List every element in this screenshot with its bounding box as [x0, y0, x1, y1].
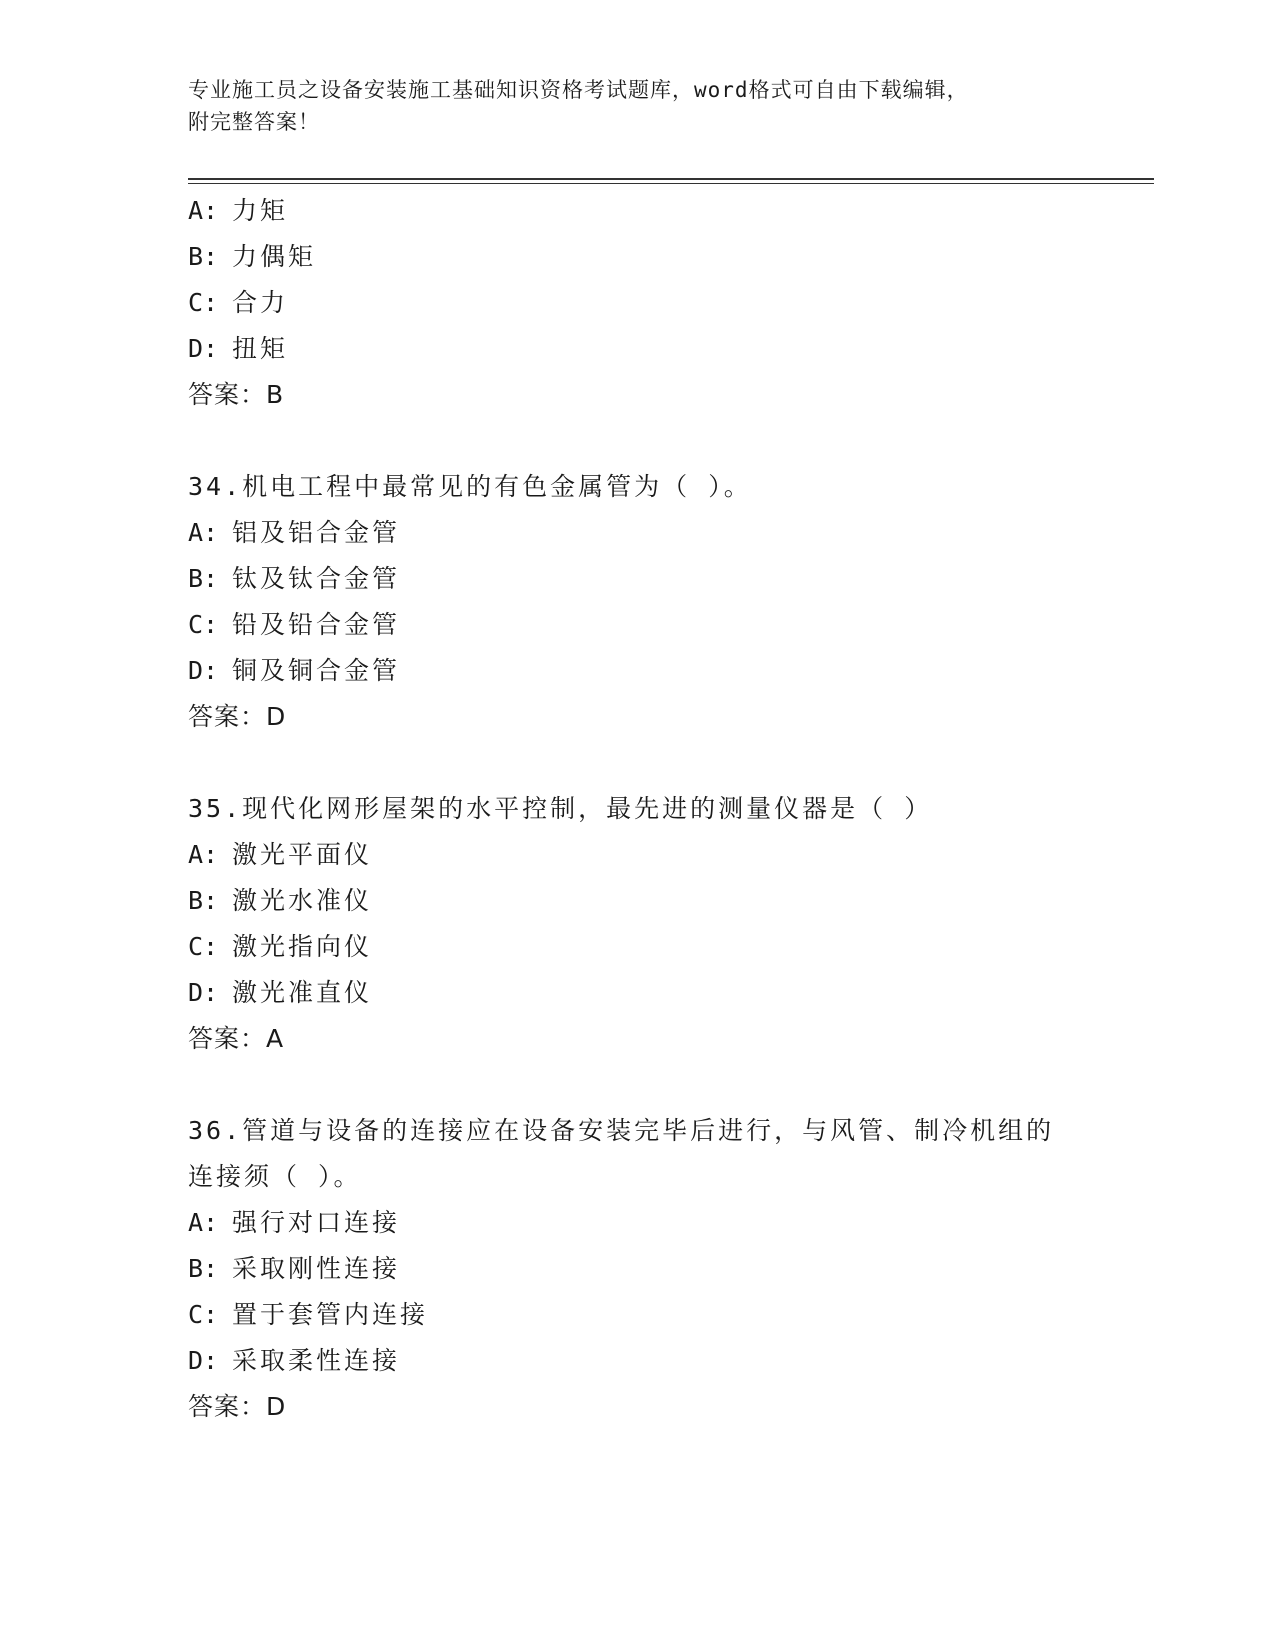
option-c: C: 铅及铅合金管 — [188, 610, 401, 639]
question-stem-line-1: 36.管道与设备的连接应在设备安装完毕后进行，与风管、制冷机组的 — [188, 1116, 1055, 1145]
option-d: D: 铜及铜合金管 — [188, 656, 401, 685]
option-text: 力偶矩 — [232, 242, 317, 271]
answer-line: 答案：D — [188, 702, 287, 731]
header-line-2: 附完整答案！ — [188, 110, 320, 134]
option-text: 采取刚性连接 — [232, 1254, 401, 1283]
option-text: 激光准直仪 — [232, 978, 373, 1007]
option-text: 铅及铅合金管 — [232, 610, 401, 639]
spacer — [188, 740, 1148, 786]
question-36 — [188, 1108, 1148, 1430]
option-text: 激光水准仪 — [232, 886, 373, 915]
option-d: D: 扭矩 — [188, 334, 289, 363]
header-line-1: 专业施工员之设备安装施工基础知识资格考试题库，word格式可自由下载编辑， — [188, 78, 969, 102]
option-a: A: 强行对口连接 — [188, 1208, 401, 1237]
option-d: D: 激光准直仪 — [188, 978, 373, 1007]
document-header — [188, 74, 1088, 138]
option-b: B: 钛及钛合金管 — [188, 564, 401, 593]
option-d: D: 采取柔性连接 — [188, 1346, 401, 1375]
option-a: A: 力矩 — [188, 196, 289, 225]
question-stem-line-2: 连接须（ ）。 — [188, 1162, 362, 1191]
option-text: 铝及铝合金管 — [232, 518, 401, 547]
option-text: 采取柔性连接 — [232, 1346, 401, 1375]
option-text: 激光指向仪 — [232, 932, 373, 961]
option-text: 铜及铜合金管 — [232, 656, 401, 685]
option-c: C: 置于套管内连接 — [188, 1300, 429, 1329]
question-33 — [188, 188, 1148, 418]
question-stem: 35.现代化网形屋架的水平控制，最先进的测量仪器是（ ） — [188, 794, 933, 823]
answer-line: 答案：B — [188, 380, 285, 409]
option-text: 力矩 — [232, 196, 289, 225]
question-stem: 34.机电工程中最常见的有色金属管为（ ）。 — [188, 472, 752, 501]
option-text: 合力 — [232, 288, 289, 317]
option-a: A: 激光平面仪 — [188, 840, 373, 869]
spacer — [188, 418, 1148, 464]
spacer — [188, 1062, 1148, 1108]
option-b: B: 激光水准仪 — [188, 886, 373, 915]
option-text: 置于套管内连接 — [232, 1300, 429, 1329]
answer-line: 答案：A — [188, 1024, 285, 1053]
header-divider-thin — [188, 183, 1154, 184]
option-text: 钛及钛合金管 — [232, 564, 401, 593]
question-list — [188, 188, 1148, 1430]
option-text: 强行对口连接 — [232, 1208, 401, 1237]
question-34 — [188, 464, 1148, 740]
option-b: B: 采取刚性连接 — [188, 1254, 401, 1283]
option-text: 激光平面仪 — [232, 840, 373, 869]
option-text: 扭矩 — [232, 334, 289, 363]
option-c: C: 合力 — [188, 288, 289, 317]
option-b: B: 力偶矩 — [188, 242, 317, 271]
header-divider-thick — [188, 178, 1154, 180]
answer-line: 答案：D — [188, 1392, 287, 1421]
option-a: A: 铝及铝合金管 — [188, 518, 401, 547]
question-35 — [188, 786, 1148, 1062]
option-c: C: 激光指向仪 — [188, 932, 373, 961]
